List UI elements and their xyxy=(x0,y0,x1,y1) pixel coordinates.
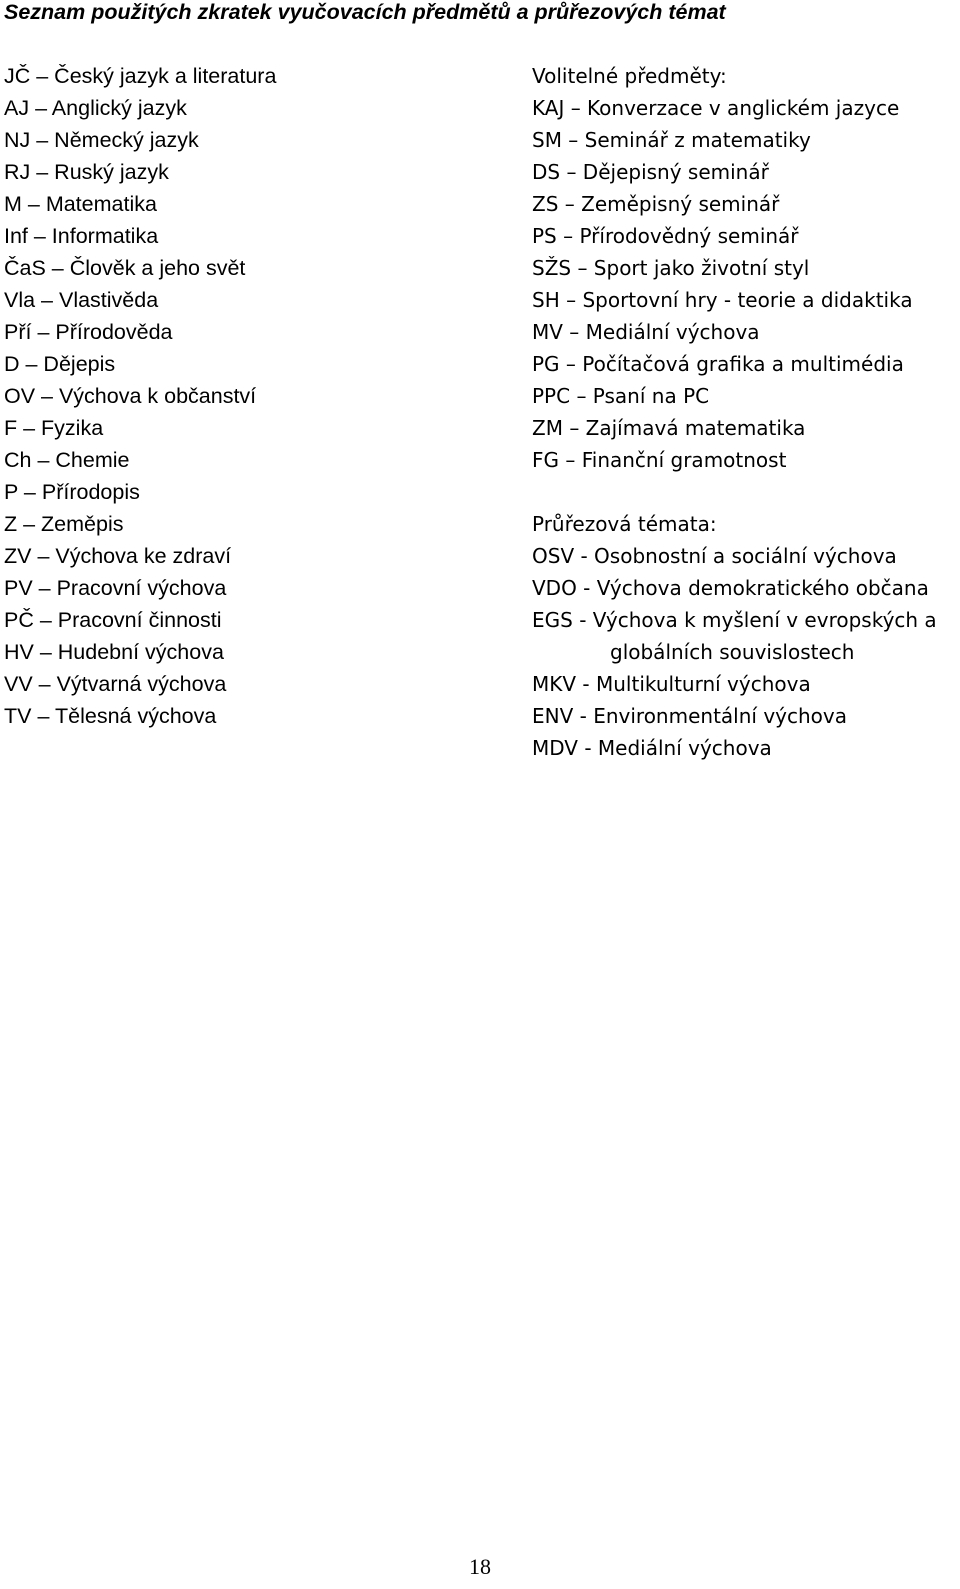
list-item: KAJ – Konverzace v anglickém jazyce xyxy=(532,96,900,120)
list-item: SŽS – Sport jako životní styl xyxy=(532,256,810,280)
list-item: ENV - Environmentální výchova xyxy=(532,704,847,728)
list-item: PV – Pracovní výchova xyxy=(4,576,227,600)
list-item: Ch – Chemie xyxy=(4,448,130,472)
list-item: MV – Mediální výchova xyxy=(532,320,760,344)
list-item: Vla – Vlastivěda xyxy=(4,288,159,312)
list-item: AJ – Anglický jazyk xyxy=(4,96,187,120)
list-item: VDO - Výchova demokratického občana xyxy=(532,576,929,600)
list-item: OV – Výchova k občanství xyxy=(4,384,257,408)
page-title: Seznam použitých zkratek vyučovacích předmětů a průřezových témat xyxy=(4,0,726,24)
list-item: P – Přírodopis xyxy=(4,480,140,504)
list-item: ZM – Zajímavá matematika xyxy=(532,416,806,440)
list-item: ČaS – Člověk a jeho svět xyxy=(4,256,246,280)
list-item: PG – Počítačová grafika a multimédia xyxy=(532,352,904,376)
list-item: TV – Tělesná výchova xyxy=(4,704,217,728)
list-item-continuation: globálních souvislostech xyxy=(610,640,855,664)
section-spacer xyxy=(532,476,937,508)
list-item: Inf – Informatika xyxy=(4,224,159,248)
list-item: ZV – Výchova ke zdraví xyxy=(4,544,232,568)
page-number: 18 xyxy=(469,1554,491,1579)
list-item: PČ – Pracovní činnosti xyxy=(4,608,222,632)
list-item: SM – Seminář z matematiky xyxy=(532,128,811,152)
list-item: MKV - Multikulturní výchova xyxy=(532,672,811,696)
list-item: RJ – Ruský jazyk xyxy=(4,160,169,184)
subject-abbreviation-list xyxy=(4,60,276,732)
list-item: JČ – Český jazyk a literatura xyxy=(4,64,277,88)
list-item: D – Dějepis xyxy=(4,352,116,376)
list-item: EGS - Výchova k myšlení v evropských a xyxy=(532,608,937,632)
list-item: F – Fyzika xyxy=(4,416,104,440)
list-item: HV – Hudební výchova xyxy=(4,640,224,664)
list-item: M – Matematika xyxy=(4,192,157,216)
electives-heading: Volitelné předměty: xyxy=(532,64,727,88)
list-item: DS – Dějepisný seminář xyxy=(532,160,769,184)
cross-curricular-heading: Průřezová témata: xyxy=(532,512,717,536)
list-item: OSV - Osobnostní a sociální výchova xyxy=(532,544,897,568)
list-item: PS – Přírodovědný seminář xyxy=(532,224,799,248)
list-item: Pří – Přírodověda xyxy=(4,320,173,344)
list-item: FG – Finanční gramotnost xyxy=(532,448,787,472)
list-item: VV – Výtvarná výchova xyxy=(4,672,227,696)
list-item: ZS – Zeměpisný seminář xyxy=(532,192,780,216)
list-item: Z – Zeměpis xyxy=(4,512,124,536)
list-item: PPC – Psaní na PC xyxy=(532,384,710,408)
right-column xyxy=(532,60,937,764)
list-item: SH – Sportovní hry - teorie a didaktika xyxy=(532,288,913,312)
list-item: MDV - Mediální výchova xyxy=(532,736,772,760)
list-item: NJ – Německý jazyk xyxy=(4,128,199,152)
